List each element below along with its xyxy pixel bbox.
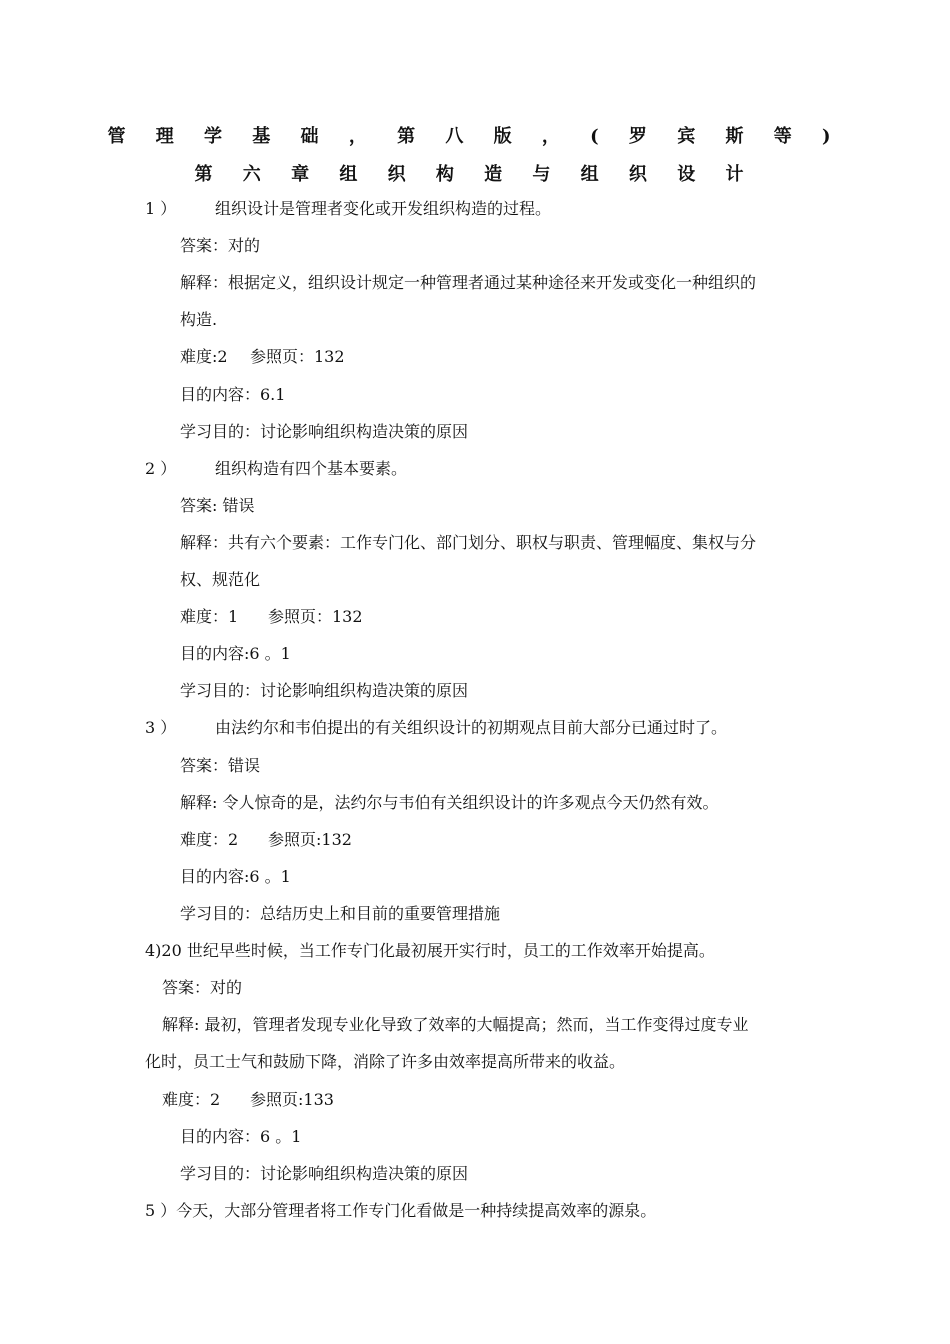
objective-text: 学习目的：讨论影响组织构造决策的原因 (180, 681, 469, 700)
answer-text: 答案: 错误 (180, 496, 255, 515)
explanation-text: 解释: 最初，管理者发现专业化导致了效率的大幅提高；然而，当工作变得过度专业 (162, 1015, 749, 1034)
question-text: 组织设计是管理者变化或开发组织构造的过程。 (215, 199, 552, 218)
target-text: 目的内容:6 。1 (180, 867, 291, 886)
page-ref-text: 参照页：132 (250, 347, 345, 366)
question-text: 5 ）今天，大部分管理者将工作专门化看做是一种持续提高效率的源泉。 (145, 1201, 657, 1220)
explanation-text: 解释：共有六个要素：工作专门化、部门划分、职权与职责、管理幅度、集权与分 (180, 533, 757, 552)
page-ref-text: 参照页:132 (268, 830, 352, 849)
objective-text: 学习目的：讨论影响组织构造决策的原因 (180, 422, 469, 441)
difficulty-text: 难度：1 (180, 607, 239, 626)
answer-text: 答案：对的 (180, 236, 261, 255)
page-ref-text: 参照页:133 (250, 1090, 334, 1109)
question-number: 1 ） (145, 199, 177, 218)
question-number: 3 ） (145, 718, 177, 737)
difficulty-text: 难度：2 (180, 830, 239, 849)
target-text: 目的内容：6.1 (180, 385, 286, 404)
explanation-text: 解释: 令人惊奇的是，法约尔与韦伯有关组织设计的许多观点今天仍然有效。 (180, 793, 719, 812)
explanation-text-cont: 权、规范化 (180, 570, 261, 589)
question-text: 组织构造有四个基本要素。 (215, 459, 408, 478)
objective-text: 学习目的：讨论影响组织构造决策的原因 (180, 1164, 469, 1183)
page-ref-text: 参照页：132 (268, 607, 363, 626)
difficulty-text: 难度：2 (162, 1090, 221, 1109)
question-number: 2 ） (145, 459, 177, 478)
objective-text: 学习目的：总结历史上和目前的重要管理措施 (180, 904, 501, 923)
explanation-text: 解释：根据定义，组织设计规定一种管理者通过某种途径来开发或变化一种组织的 (180, 273, 757, 292)
target-text: 目的内容:6 。1 (180, 644, 291, 663)
question-text: 4)20 世纪早些时候，当工作专门化最初展开实行时，员工的工作效率开始提高。 (145, 941, 715, 960)
explanation-text-cont: 化时，员工士气和鼓励下降，消除了许多由效率提高所带来的收益。 (145, 1052, 626, 1071)
target-text: 目的内容：6 。1 (180, 1127, 302, 1146)
difficulty-text: 难度:2 (180, 347, 228, 366)
answer-text: 答案：对的 (162, 978, 243, 997)
answer-text: 答案：错误 (180, 756, 261, 775)
explanation-text-cont: 构造. (180, 310, 218, 329)
chapter-title: 第 六 章 组 织 构 造 与 组 织 设 计 (194, 164, 756, 185)
question-text: 由法约尔和韦伯提出的有关组织设计的初期观点目前大部分已通过时了。 (215, 718, 728, 737)
document-title: 管 理 学 基 础 ， 第 八 版 ， ( 罗 宾 斯 等 ) (107, 126, 843, 147)
